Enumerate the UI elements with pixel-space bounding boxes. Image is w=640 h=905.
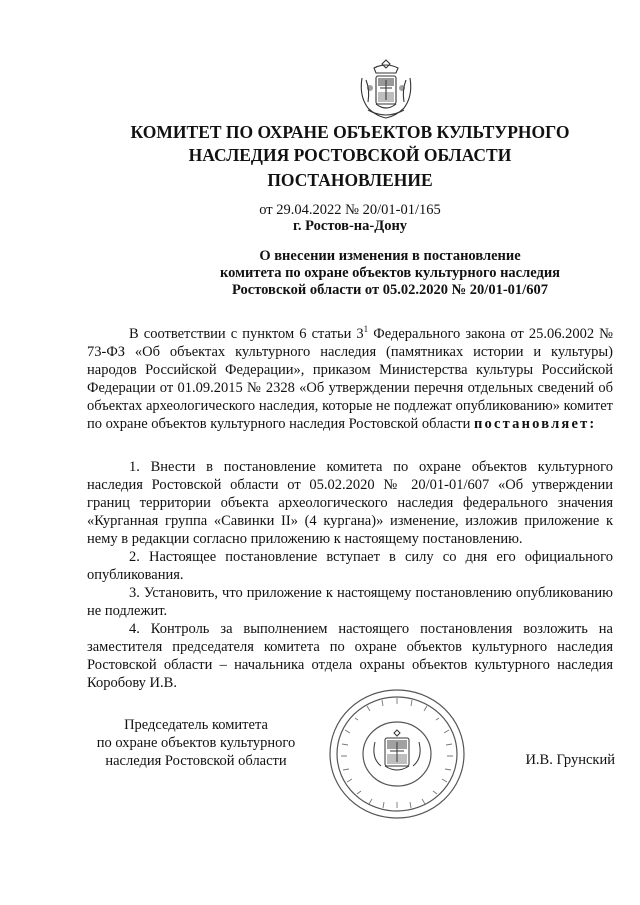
- subject-line-1: О внесении изменения в постановление: [259, 248, 521, 264]
- committee-name: [60, 121, 640, 167]
- document-city: г. Ростов-на-Дону: [292, 218, 408, 234]
- document-type: ПОСТАНОВЛЕНИЕ: [267, 170, 433, 190]
- subject-line-3: Ростовской области от 05.02.2020 № 20/01-01/607: [232, 282, 548, 298]
- signatory-name: И.В. Грунский: [525, 752, 615, 768]
- decree-item: 1. Внести в постановление комитета по охране объектов культурного наследия Ростовской области от 05.02.2020 № 20/01-01/607 «Об утверждении границ территории объекта археологического наследия федерального значения «Курганная группа «Савинки II» (4 кургана)» изменение, изложив приложение к нему в редакции согласно приложению к настоящему постановлению.: [87, 459, 613, 547]
- document-subject: [140, 248, 640, 299]
- decree-item: 2. Настоящее постановление вступает в силу со дня его официального опубликования.: [87, 549, 613, 583]
- subject-line-2: комитета по охране объектов культурного наследия: [219, 265, 561, 281]
- document-date-number: от 29.04.2022 № 20/01-01/165: [259, 202, 441, 218]
- signatory-position: [78, 716, 314, 770]
- preamble-text-b: Федерального закона от 25.06.2002 № 73-ФЗ «Об объектах культурного наследия (памятниках истории и культуры) народов Российской Федерации», приказом Министерства культуры Российской Федерации от 01.09.2015 № 2328 «Об утверждении перечня отдельных сведений об объектах археологического наследия, которые не подлежат опубликованию» комитет по охране объектов культурного наследия Ростовской области: [87, 325, 613, 432]
- decree-item: 4. Контроль за выполнением настоящего постановления возложить на заместителя председателя комитета по охране объектов культурного наследия Ростовской области – начальника отдела охраны объектов культурного наследия Коробову И.В.: [87, 621, 613, 691]
- decree-item: 3. Установить, что приложение к настоящему постановлению опубликованию не подлежит.: [87, 585, 613, 619]
- official-seal-icon: [327, 686, 467, 822]
- position-line-2: по охране объектов культурного: [96, 735, 296, 751]
- committee-line-2: НАСЛЕДИЯ РОСТОВСКОЙ ОБЛАСТИ: [188, 145, 512, 165]
- committee-line-1: КОМИТЕТ ПО ОХРАНЕ ОБЪЕКТОВ КУЛЬТУРНОГО: [130, 122, 570, 142]
- preamble-text-a: В соответствии с пунктом 6 статьи 3: [129, 325, 364, 342]
- coat-of-arms-icon: [356, 58, 416, 120]
- preamble-superscript: 1: [363, 324, 369, 334]
- position-line-3: наследия Ростовской области: [105, 753, 287, 769]
- position-line-1: Председатель комитета: [124, 717, 268, 733]
- decree-word: постановляет:: [474, 415, 597, 432]
- preamble-paragraph: [87, 320, 613, 433]
- decree-items: [87, 458, 613, 692]
